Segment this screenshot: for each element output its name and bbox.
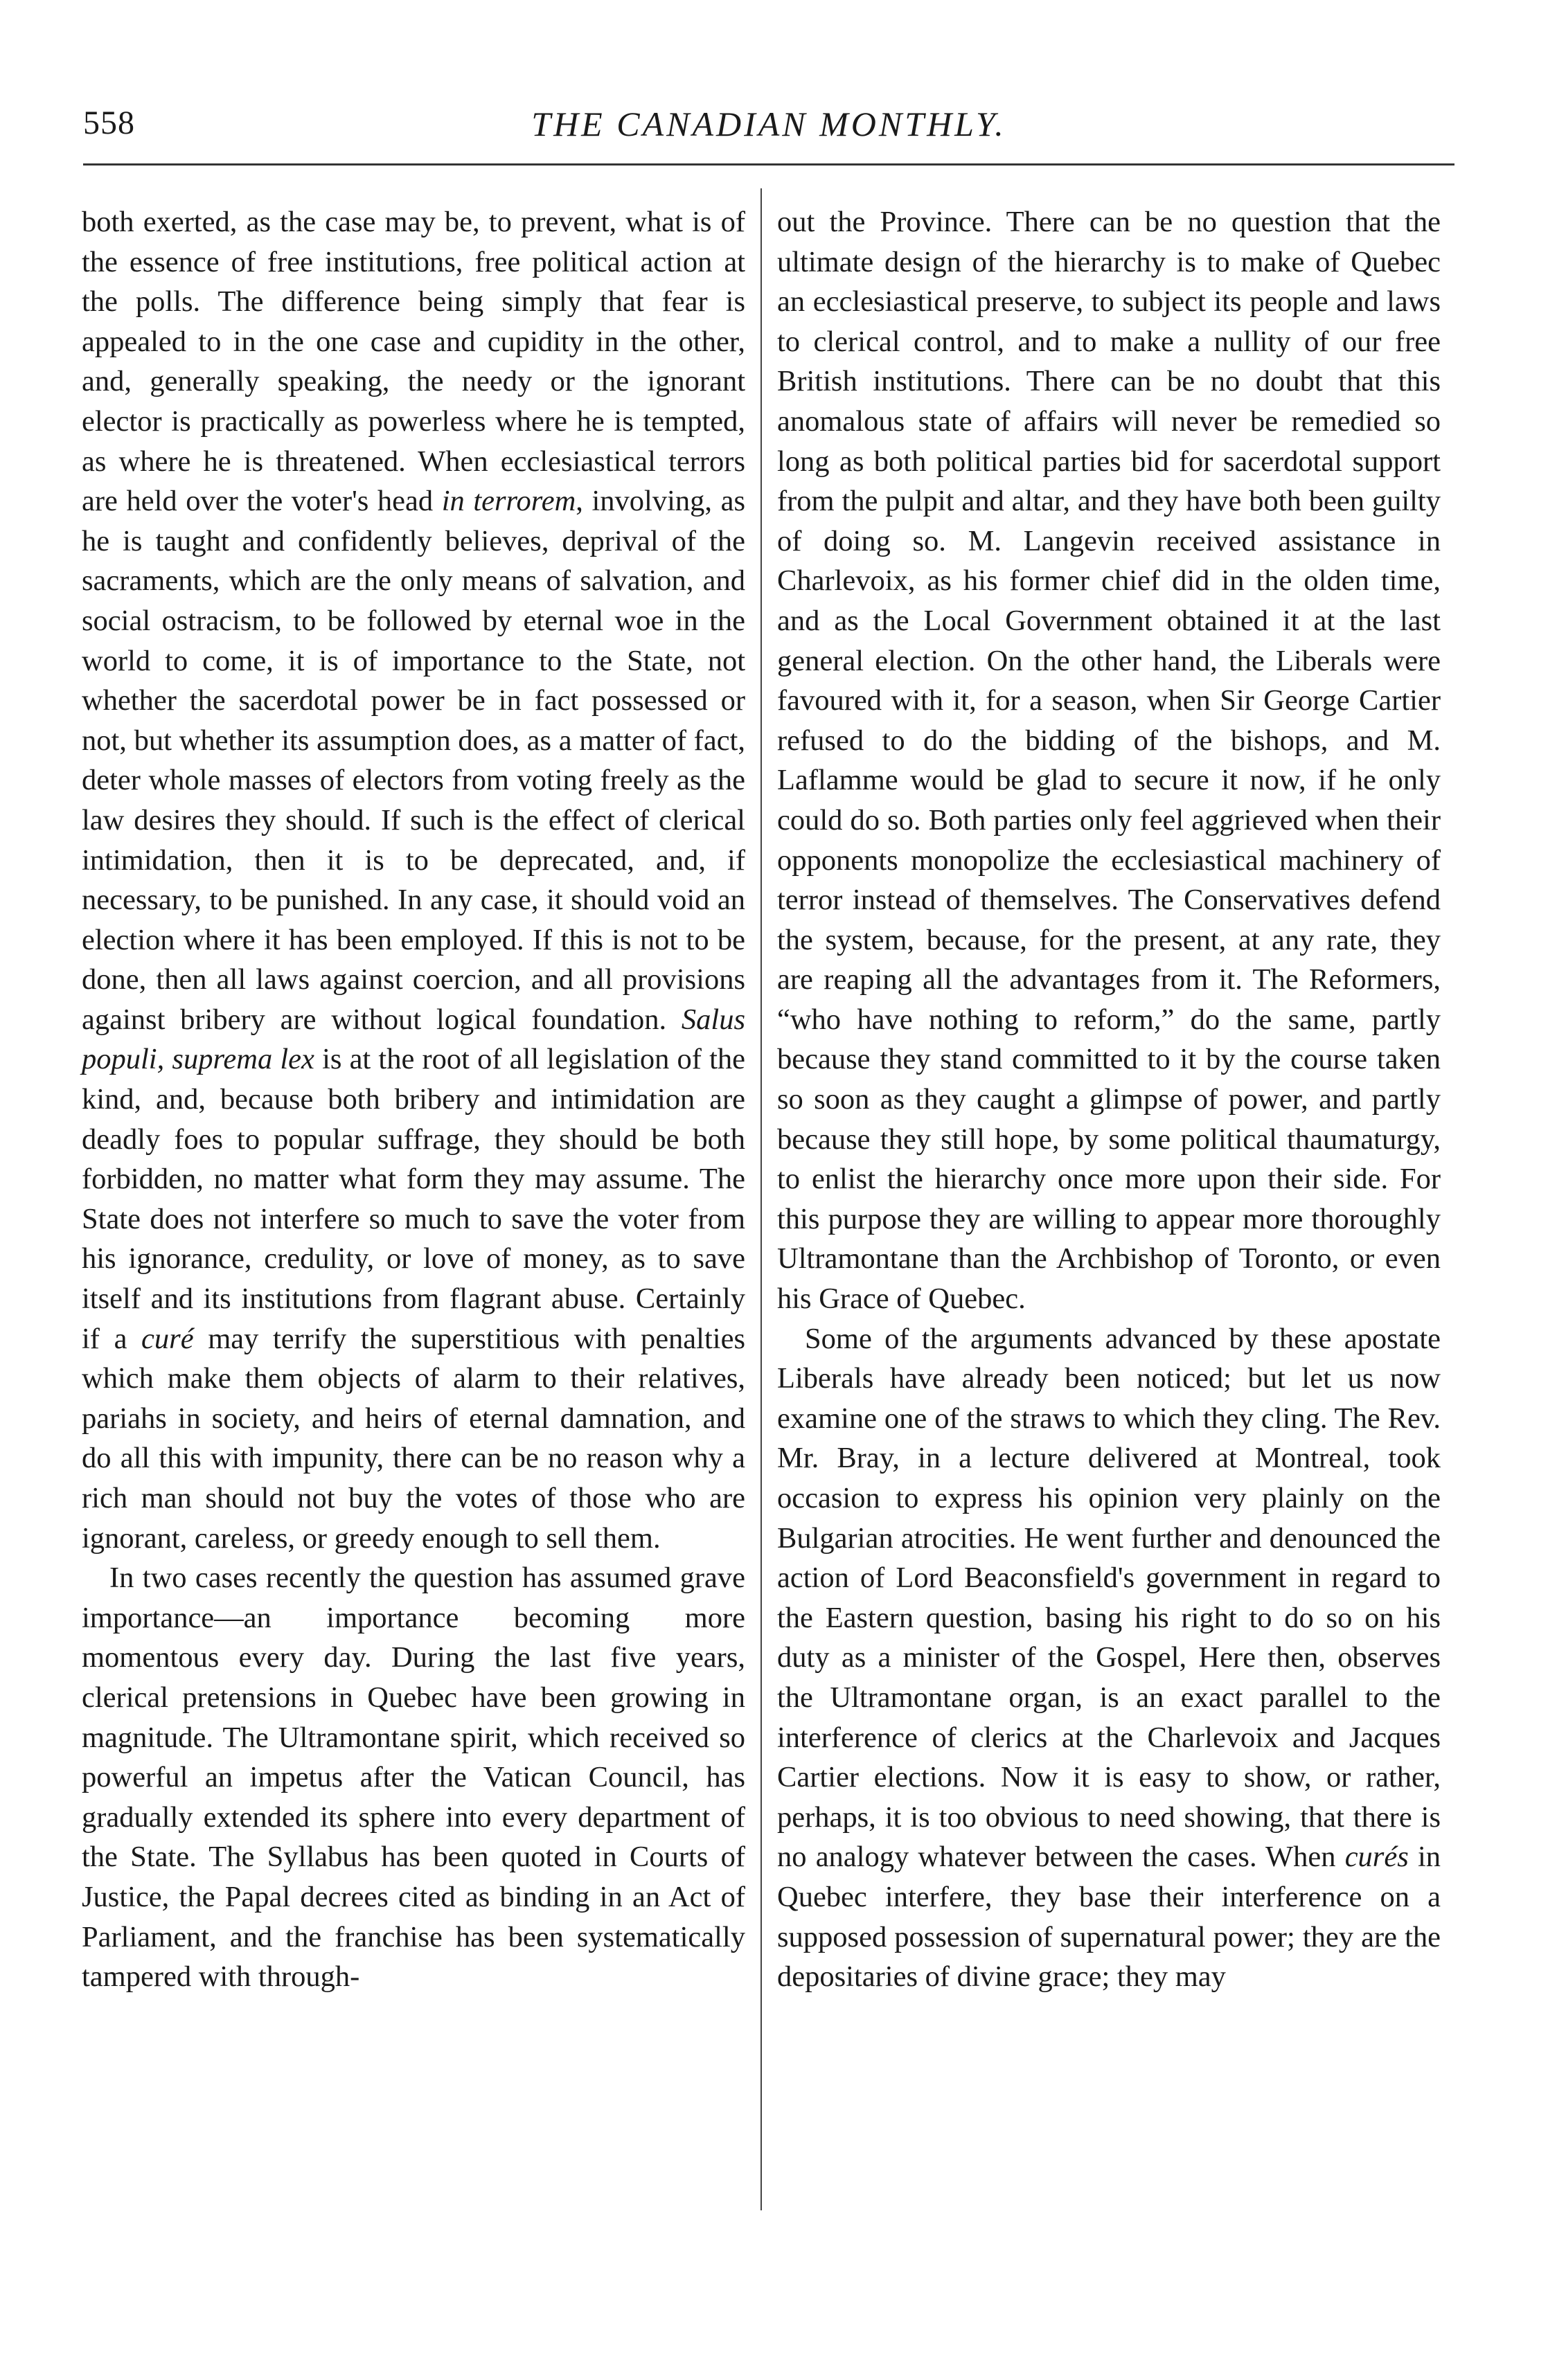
left-column xyxy=(82,202,745,1997)
page-number: 558 xyxy=(83,105,135,141)
right-paragraph-2 xyxy=(777,1319,1441,1997)
right-p2-italic-cures: curés xyxy=(1344,1841,1409,1874)
left-p1-italic-salus-populi: Salus populi, suprema lex xyxy=(82,1003,745,1076)
header-rule xyxy=(83,163,1454,165)
left-p1-text-3: is at the root of all legislation of the kind, and, because both bribery and intimidation are deadly foes to popular suffrage, they should be both forbidden, no matter what form they may assume. The State does not interfere so much to save the voter from his ignorance, credulity, or love of money, as to save itself and its institutions from flagrant abuse. Certainly if a xyxy=(82,1043,745,1355)
column-divider xyxy=(760,188,762,2210)
left-p1-italic-cure: curé xyxy=(141,1322,194,1355)
right-p2-text-1: Some of the arguments advanced by these apostate Liberals have already been noticed; but let us now examine one of the straws to which they cling. The Rev. Mr. Bray, in a lecture delivered at Montreal, took occasion to express his opinion very plainly on the Bulgarian atrocities. He went further and denounced the action of Lord Beaconsfield's government in regard to the Eastern question, basing his right to do so on his duty as a minister of the Gospel, Here then, observes the Ultramontane organ, is an exact parallel to the interference of clerics at the Charlevoix and Jacques Cartier elections. Now it is easy to show, or rather, perhaps, it is too obvious to need showing, that there is no analogy whatever between the cases. When xyxy=(777,1322,1441,1874)
left-paragraph-2: In two cases recently the question has assumed grave importance—an importance becoming more momentous every day. During the last five years, clerical pretensions in Quebec have been growing in magnitude. The Ultramontane spirit, which received so powerful an impetus after the Vatican Council, has gradually extended its sphere into every department of the State. The Syllabus has been quoted in Courts of Justice, the Papal decrees cited as binding in an Act of Parliament, and the franchise has been systematically tampered with through- xyxy=(82,1562,745,1994)
right-p2-text-2: in Quebec interfere, they base their interference on a supposed possession of supernatural power; they are the depositaries of divine grace; they may xyxy=(777,1841,1441,1994)
left-p1-italic-in-terrorem: in terrorem xyxy=(441,485,576,518)
left-p1-text-4: may terrify the superstitious with penalties which make them objects of alarm to their relatives, pariahs in society, and heirs of eternal damnation, and do all this with impunity, there can be no reason why a rich man should not buy the votes of those who are ignorant, careless, or greedy enough to sell them. xyxy=(82,1322,745,1555)
running-title: THE CANADIAN MONTHLY. xyxy=(531,105,1006,143)
page-header xyxy=(83,104,1454,152)
left-paragraph-1 xyxy=(82,202,745,1558)
left-p1-text-1: both exerted, as the case may be, to prevent, what is of the essence of free institutions, free political action at the polls. The difference being simply that fear is appealed to in the one case and cupidity in the other, and, generally speaking, the needy or the ignorant elector is practically as powerless where he is tempted, as where he is threatened. When ecclesiastical terrors are held over the voter's head xyxy=(82,206,745,518)
right-column xyxy=(777,202,1441,1997)
left-p1-text-2: , involving, as he is taught and confidently believes, deprival of the sacraments, which are the only means of salvation, and social ostracism, to be followed by eternal woe in the world to come, it is of importance to the State, not whether the sacerdotal power be in fact possessed or not, but whether its assumption does, as a matter of fact, deter whole masses of electors from voting freely as the law desires they should. If such is the effect of clerical intimidation, then it is to be deprecated, and, if necessary, to be punished. In any case, it should void an election where it has been employed. If this is not to be done, then all laws against coercion, and all provisions against bribery are without logical foundation. xyxy=(82,485,745,1036)
right-paragraph-1: out the Province. There can be no question that the ultimate design of the hierarchy is to make of Quebec an ecclesiastical preserve, to subject its people and laws to clerical control, and to make a nullity of our free British institutions. There can be no doubt that this anomalous state of affairs will never be remedied so long as both political parties bid for sacerdotal support from the pulpit and altar, and they have both been guilty of doing so. M. Langevin received assistance in Charlevoix, as his former chief did in the olden time, and as the Local Government obtained it at the last general election. On the other hand, the Liberals were favoured with it, for a season, when Sir George Cartier refused to do the bidding of the bishops, and M. Laflamme would be glad to secure it now, if he only could do so. Both parties only feel aggrieved when their opponents monopolize the ecclesiastical machinery of terror instead of themselves. The Conservatives defend the system, because, for the present, at any rate, they are reaping all the advantages from it. The Reformers, “who have nothing to reform,” do the same, partly because they stand committed to it by the course taken so soon as they caught a glimpse of power, and partly because they still hope, by some political thaumaturgy, to enlist the hierarchy once more upon their side. For this purpose they are willing to appear more thoroughly Ultramontane than the Archbishop of Toronto, or even his Grace of Quebec. xyxy=(777,206,1441,1316)
